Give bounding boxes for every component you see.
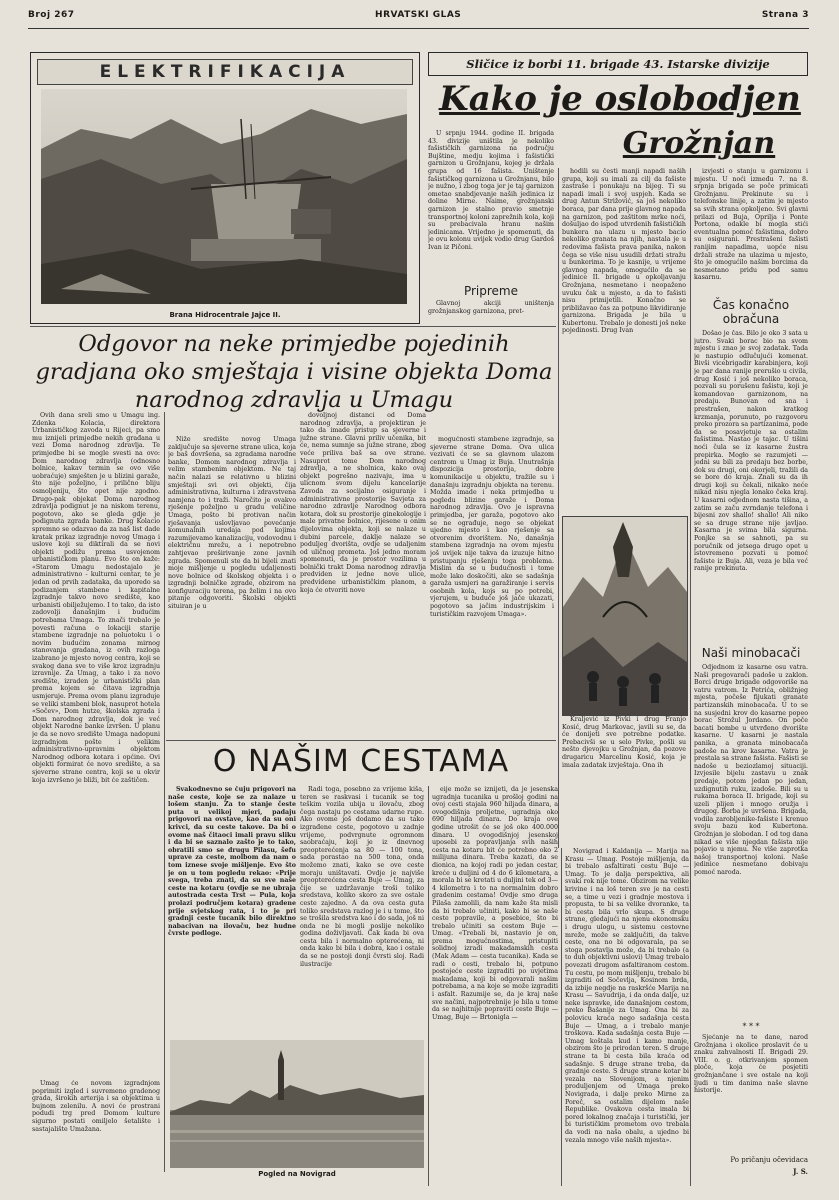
cestama-col4: Novigrad i Kaldanija — Marija na Krasu — Umag. Postoje mišljenja, da bi trebalo asfaltirati cestu Buje — Umag. To je dalja perspektiva, ali svaki rok nije tome. Obzirom na velike krivine i na loš teren sve je na cesti se, a time u vezi i gradnje mostova i propusta, te bi sa velike dvoranke, ta bi cesta bila vrlo skupa. S druge strane, gledajući na njenu ekonomsku i drugu ulogu, u sistemu cestovne mreže, može se zaključiti, da takve ceste, ona no bi odgovarala, pa se stoga postavlja može, da bi trebalo (a to duh objektivni uslovi) Umag trebalo povezati drugom asfaltiranom cestom. Tu cestu, po mom mišljenju, trebalo bi izgraditi od Sočevlja, Kosinom brda, da izbije negdje na raskršće Marija na Krasu — Savudrija, i da onda dalje, uz neke ispravke, ide današnjom cestom, preko Bašanije za Umag. Ona bi za polovicu kraća nego sadašnja cesta Buje — Umag, a i trebalo manje troškova. Kada sadašnja cesta Buje — Umag koštala kud i kamo manje, obzirom što je prirodan teren. S druge strane ta bi cesta bila kraća od sadašnje. S druge strane treba, da gradnje ceste. S druge strane kotar bi vezala na Slovenijom, a njenim produljenjem od Umaga preko Novigrada, i dalje preko Mirne za Poreč, sa ostalim dijelom naše Republike. Ovakova cesta imala bi pored lokalnog značaja i turistički, jer bi turističkim prometom ovo trebala da vodi na naša obalu, a ujedno bi vezala mnogo više naših mjesta». bbox=[565, 848, 689, 1144]
pripreme-subhead: Pripreme bbox=[463, 284, 519, 298]
slicice-col3: izvjesti o stanju u garnizonu i mjestu. U noći između 7. na 8. srpnja brigada se poče primicati Grožnjanu. Prekinute su i telefonske linije, a zatim je mjesto sa svih strana opkoljeno. Svi glavni prilazi od Buja, Oprilja i Ponte Portona, odakle bi mogla stići eventualna pomoć fašistima, dobro su osigurani. Prestrašeni fašisti ranijim napadima, uopće nisu držali straže na ulazima u mjesto, što je omogućilo našim borcima da nesmetano pridu pod samu kasarnu. bbox=[694, 168, 808, 282]
elektrifikacija-box bbox=[30, 52, 420, 324]
rule-a bbox=[558, 168, 559, 848]
elektrifikacija-banner: ELEKTRIFIKACIJA bbox=[37, 59, 413, 85]
minobacaci-subhead: Naši minobacači bbox=[701, 646, 801, 660]
battle-illustration bbox=[562, 516, 688, 716]
slicice-col2: hodili su česti manji napadi naših grupa, koji su imali za cilj da fašiste zastraše i ponukaju na bijeg. Ti su napadi imali i svoj uspjeh. Kada se drug Antun Strižović, sa još nekoliko boraca, par dana prije glavnog napada na garnizon, pod zaštitom mrke noći, došuljao do ispod utvrdenih fašističkih bunkera na ulazu u mjesto bacio nekoliko granata na njih, nastala je u redovima fašista prava panika, nakon čega se više nisu usudili držati stražu u bunkerima. To je kasnije, u vrijeme glavnog napada, omogućilo da se jedinice II. brigade u opkoljavanju Grožnjana, nesmetano i neopaženo uvuku čak u mjesto, a da to fašisti nisu primijetili. Konačno se približavao čas za potpuno likvidiranje garnizona. Brigada je bila u Kubertonu. Trebalo je donesti još neke pojedinosti. Drug Ivan bbox=[562, 168, 686, 335]
odgovor-col1b: Umag će novom izgradnjom poprimiti izgled i suvremeno gradenog grada, širokih arterija i sa objektima u bujnom zelenilu. A novi će prostrani podudi trg pred Domom kulture sigurno postati omiljelo šetalište i sastajalište Umažana. bbox=[32, 1080, 160, 1133]
slicice-col2b: Kraljević iz Pivki i drug Franjo Kosić, drug Markovac, javili su se, da će donijeti sve potrebne podatke. Prebacivši se u selo Pivke, pošli su nešto djevojku u Grožnjan, da pozove drugaricu Marcelinu Kosić, koja je imala zadatak izvještaja. Ona ih bbox=[562, 716, 686, 769]
odgovor-col1: Ovih dana sreli smo u Umagu ing. Zdenka Kolacia, direktora Urbanističkog zavoda u Rijeci, pa smo mu iznijeli primjedbe nekih građana u vezi Doma narodnog zdravlja. Te primjedbe bi se mogle svesti na ovo: Dom narodnog zdravlja (odnosno bolnice, kakav termin se ovo više uobraćuje) smješten je u blizini garaže, što nije poželjno, i prilično bliju osmoljeniju, što opet nije zgodno. Drugo-pak objekat Doma narodnog zdravlja podignut je na niskom terenu, pogotovo, ako se gleda gdje je podignuta zgrada banke. Drug Kolacio spremno se odazvao da za naš list dade kratak prikaz izgradnje novog Umaga i uslove koji su diktirali da se novi objekti podižu prema usvojenom urbanističkom planu. Evo što on kaže: «Starom Umagu nedostajalo je administrativno - kulturni centar, te je jedan od prvih zadataka, da uporedo sa podizanjem stambene i kapitalne izgradnje takvo novo središte, kao urbanisti obilježujemo. I to tako, da isto zadovolji današnjim i budućim potrebama Umaga. To znači trebalo je povesti računa o lokaciji starije stambene izgradnje na poluotoku i o novim budućim zonama mirnog stanovanja gradana, iz ovih razloga izabrano je mjesto novog centra, koji se svakog dana sve to više kroz izgradnju izravnije. Za Umag, a tako i za novo središte, izraden je urbanistički plan prema kojem se čitava izgradnja usmjeruje. Prema ovom planu izgraduje se veliki stambeni blok, nasuprot hotela «Sočev», Dom hutze, školska zgrada i Dom narodnog zdravlja, dok je već objekt Narodne banke izvršen. U planu je da se novo središte Umaga nadopuni izgradnjom pošte i velikim administrativno-upravnim objektom Narodnog odbora kotara i općine. Ovi objekti formirat će novo središte, a sa sjeverne strane centra, koji se u okvir koja izvršeno je bliži, bit će zaštičen. bbox=[32, 412, 160, 784]
rule-g bbox=[561, 848, 562, 1186]
rule-c bbox=[30, 326, 556, 327]
dam-photo bbox=[41, 89, 407, 304]
odgovor-title: Odgovor na neke primjedbe pojedinih gradjana oko smještaja i visine objekta Doma narodnog zdravlja u Umagu bbox=[35, 331, 553, 413]
cas-subhead: Čas konačno obračuna bbox=[712, 298, 790, 326]
page-number: Strana 3 bbox=[761, 10, 809, 20]
odgovor-col4: mogućnosti stambene izgradnje, sa sjeverne strane Doma. Ova ulica vezivati će se sa glavnom ulazom centrom u Umag iz Buja. Unutrašnja dispozicija prostorija, dobre komunikacije u objektu, tražile su i današnju izgradnju objekta na terenu. Možda imade i neka primjedba u pogledu blizine garaže i Doma narodnog zdravlja. Ovo je ispravna primjedba, jer garaža, pogotovo ako se ne ograđuje, nego se objekat ujedno mjesto i kao rješenje sa otvorenim dvorištem. No, današnja stambena izgradnja na ovom mjestu još uvijek nije takva da izuzuje hitno pristupanju rješenju toga problema. Mislim da se u budućnosti i tome može lako doskočiti, ako se sadašnja garaža usmjeri na garažiranje i servis osobnih kola, kojs su po potrebi, vjerujem, u buduće još jače ukazati, pogotovo sa jačim industrijskim i turističkim razvojem Umaga». bbox=[430, 436, 554, 618]
slicice-col3c: Odjednom iz kasarne osu vatra. Naši pregovarači padoše u zaklon. Borci druge brigade odgovoriše na vatru vatrom. Iz Petrića, obližnjeg mjesta, počeše fijukati granate partizanskih minobacača. U to se na susjedni krov do kasarne popeo borac Strožul Jordano. On poče bacati bombe u utvrđeno dvorište kasarne. U kasarni je nastala panika, a granata minobacača padoše na krov kasarne. Vatra je prestala sa strane fašista. Fašisti se nadoše u beziozlamoj situaciji. Izvjesile bijelu zastavu u znak predaje, potom jedan po jedan, uzdignutih ruku, izadoše. Bili su u rukama boraca II. brigade, koji su uzeli plijen i mnogo oružja i drugog. Borba je uvršena. Brigada, vodila zarobljenike-fašiste i krenuo svoju bazu kod Kubertona. Grožnjan je slobodan. I od tog dana nikad se više njegdan fašista nije pojavio u njemu. Ne više zaprotka našoj transportnoj koloni. Naše jedinice nesmetano dobivaju pomoć naroda. bbox=[694, 664, 808, 877]
rule-b bbox=[690, 168, 691, 848]
cestama-col3: eije može se iznijeti, da je jesenska ugradnja tucanika u prošloj godini na ovoj cesti stajala 960 hiljada dinara, a ovogodišnja proljetne, ugradnja oko 690 hiljada dinara. Do kraja ove godine utrošit će se još oko 400.000 dinara. U ovogodišnjoj jesenskoj uposebi za popravljanja svih naših cesta na kotaru bit će potrebno oko 2 milijuna dinara. Treba kazati, da se dionica, na kojoj radi po jedan cestar, kreće u duljini od 4 do 6 kilometara, a morala bi se kretati u duljini tek od 3—4 kilometra i to na normalnim dobro gradenim cestama! Ovdje smo druga Pilaša zamolili, da nam kaže šta misli da bi trebalo učiniti, kako bi se naše ceste popravile, a posebice, što bi trebalo učiniti sa cestom Buje — Umag. «Trebali bi, nastavio je on, prema mogućnostima, pristupiti solidnoj izradi makadamskih cesta (Mak Adam — cesta tucanika). Kada se radi o cesti, trebalo bi, potpuno postojeće ceste izgraditi po uvjetima makadama, koji bi odgovarali našim potrebama, a na koje se može izgraditi i asfalt. Razumije se, da je kraj naše sve načini, najpotrebnije je bila u tome da se najhitnije popraviti ceste Buje — Umag, Buje — Brtonigla — bbox=[432, 786, 558, 1021]
dam-photo-image bbox=[41, 89, 407, 304]
issue-number: Broj 267 bbox=[28, 10, 75, 20]
odgovor-col3: dovoljnoj distanci od Doma narodnog zdravlja, a projektiran je tako da imade pristup sa sjeverne i južne strane. Glavni priliv učenika, bit će, nema sumnje sa južne strane, zbog veće priliva baš sa ove strane. Nasuprot tome Dom narodnog zdravlja, a ne sholnica, kako ovaj objekt pogrešno nazivaju, ima u ulicnom svom dijelu kancelarije Zavoda za socijalno osiguranje i administrativne prostorije Savjeta za narodno zdravlje Narodnog odbora kotara, dok su prostorije ginekologije i male privatne bolnice, rijesene u onim dijelovima objekta, koji se nalaze u dubini parcele, daklje nalaze se poduljeg dvorišta, ovdje se udaljenim od uličnog prometa. Još jedno moram spomenuti, da je prostor vozilima u bolnički trakt Doma narodnog zdravlja predviden iz jedne nove ulice, predvidene urbanističkim planom, a koja će otvoriti nove bbox=[300, 412, 426, 594]
battle-illustration-image bbox=[563, 517, 687, 715]
kako-title: Kako je oslobodjen bbox=[439, 79, 801, 119]
novigrad-caption: Pogled na Novigrad bbox=[258, 1170, 336, 1178]
slicice-col1b: Glavnoj akciji uništenja grožnjanskog garnizona, pret- bbox=[428, 300, 554, 315]
stars-divider: * * * bbox=[742, 1022, 760, 1031]
slicice-banner-box bbox=[428, 52, 808, 76]
cestama-title: O NAŠIM CESTAMA bbox=[212, 744, 510, 779]
slicice-col3b: Došao je čas. Bilo je oko 3 sata u jutro. Svaki borac bio na svom mjestu i znao je svoj zadatak. Tada je nastupio odlučujući komenat. Bivši vicebrigadir karabinjera, koji je par dana ranije prerušio u civila, drug Kosić i još nekoliko boraca, pozvali su porušenu fašistu, koji je komandovao garnizonom, na predaju. Bunovan od sna i prestrašen, nakon kratkog krzmanja, porunuto, po razgovoru preko prozora sa partizanima, pode da se posavjetuje sa ostalim fašistima. Nastao je tajac. U tišini noći čula se iz kasarne žustra prepirka. Mogło se razumjeti — jedni su bili za predaju bez borbe, dok su drugi, oni okorjeli, tražili da se bore do kraja. Znali su da ih drugi koji su čekali, nikako neće nikad nisu njegla lonako čeka kraj. U kasarni odjednom nasta tišina, a zatim se začu zvrndanje telefona i bijesni zov shallo! shallo! Ali niko se sa druge strane nije javljao. Kasarna je svima bila sigurna. Ponjke sa se sahnoti, pa su poručnik od jetsega drugo opet u istovremeno pozvati u pomoć fašiste iz Buja. Ali, veza je bila već ranije prekinuta. bbox=[694, 330, 808, 573]
novigrad-photo-image bbox=[170, 1040, 424, 1168]
groznjan-title: Grožnjan bbox=[622, 126, 776, 161]
slicice-col1: U srpnju 1944. godine II. brigada 43. divizije uništila je nekoliko fašističkih garnizona na području Bujštine, medju kojima i fašistički garnizon u Grožnjanu, kojeg je držala grupa od 16 fašista. Uništenje fašističkog garnizona u Grožnjanu, bilo je nužno, i zbog toga jer je taj garnizon ometao snabdjevanje naših jedinica iz doline Mirne. Naime, grožnjanski garnizon je stalno pravio smetnje transportnoj koloni zaprežnih kola, koji su prebacivala hranu našim jedinicama. Vrijedno je spomenuti, da je ovu kolonu uvijek vodio drug Gardoš Ivan iz Pičoni. bbox=[428, 130, 554, 251]
rule-d bbox=[164, 412, 165, 1172]
slicice-col3d: Sjećanje na te dane, narod Grožnjana i okolice proslavit će u znaku zahvalnosti II. Brigadi 29. VIII. o. g. otkrivanjem spomen ploče, koja će posjetiti grožnjančane i sve ostale na koji ljudi u tim danima naše slavne historije. bbox=[694, 1034, 808, 1095]
paper-name: HRVATSKI GLAS bbox=[375, 10, 462, 20]
odgovor-col2: Niže središte novog Umaga zaključuje sa sjeverne strane ulica, koja je baš dovršena, sa zgradama narodne banke, Domom narodnog zdravlja i velim stambenim objektom. Ne taj način nalazi se relativno u blizini smještaji svi ovi objekti, čija administrativna, kulturna i zdravstvena namjena to i traži. Naročito je ovakvo rješenje poželjno u gradu veličine Umaga, pošto bi protivan način rješavanja uslovljavao povećanje komunalnih uredaja pod kojima razumijevamo kanalizaciju, vodovodnu i električnu mrežu, a i nepotrebno zahtjevao preširivanje zone javnih zgrada. Spomenuli ste da bi bijeli znati moje mišljenje u pogledu udaljenosti nove bolnice od školskog objekta i o izgradnji bolničke zgrade, obzirom na konfiguraciju terena, pa želim i na ovo pitanje odgovoriti. Školski objekti situiran je u bbox=[168, 436, 296, 611]
page-header bbox=[28, 10, 809, 29]
signature-source: Po pričanju očevidaca bbox=[730, 1156, 808, 1164]
rule-e bbox=[166, 740, 556, 741]
cestama-col2: Radi toga, posebno za vrijeme kiša, teren se raskvasi i tucanik se tog teškim vozila ubija u ilovaču, zbog čega nastaju po cestama udarne rupe. Ako ovome još dodamo da su tako izgrađene ceste, pogotovo u zadnje vrijeme, podvrgnute ogromnom saobraćaju, koji je iz dnevnog preopterećenja sa 80 — 100 tona, sada porastao na 500 tona, onda možemo znati, kako se ove ceste moraju uništavati. Ovdje je najviše preopterećena cesta Buje — Umag, za čije se uzdržavanje troši toliko sredstava, koliko skoro za sve ostale ceste zajedno. A da ova cesta guta toliko sredstava razlog je i u tome, što se trošila sredstva kao i do sada, još ni onda ne bi mogli poslije nekoliko godina doživljavati. Čak kada bi ova cesta bila i normalno opterećena, ni onda kako bi bila i dobra, kao i ostale da se ne postoji donji čvrsti sloj. Radi ilustracije bbox=[300, 786, 424, 968]
signature-initials: J. S. bbox=[793, 1167, 808, 1176]
slicice-banner: Sličice iz borbi 11. brigade 43. Istarske divizije bbox=[466, 57, 770, 71]
novigrad-photo bbox=[170, 1040, 424, 1168]
cestama-col1: Svakodnevno se čuju prigovori na naše ceste, koje se za nalaze u lošem stanju. Za to stanje česte puta u velikoj mjeri, padaju prigovori na ovstave, kao da su oni krivci, da su ceste takove. Da bi o ovome naš čitaoci imali pravu sliku i da bi se saznalo zašto je to tako, obratili smo se drugu Pilasu, šefu uprave za ceste, molbom da nam o tom iznese svoje mišljenje. Evo što je on u tom pogledu rekao: «Prije svega, treba znati, da su sve naše ceste na kotaru (ovdje se ne ubraja autostrada cesta Trst — Pula, koja prolazi područjem kotara) gradene prije svjetskog rata, i to je pri gradnji ceste tucanik bilo direktno nabacivan na ilovaču, bez hudne čvrste podloge. bbox=[168, 786, 296, 938]
rule-f bbox=[428, 786, 429, 1186]
rule-h bbox=[690, 848, 691, 1186]
dam-caption: Brana Hidrocentrale Jajce II. bbox=[169, 311, 281, 319]
